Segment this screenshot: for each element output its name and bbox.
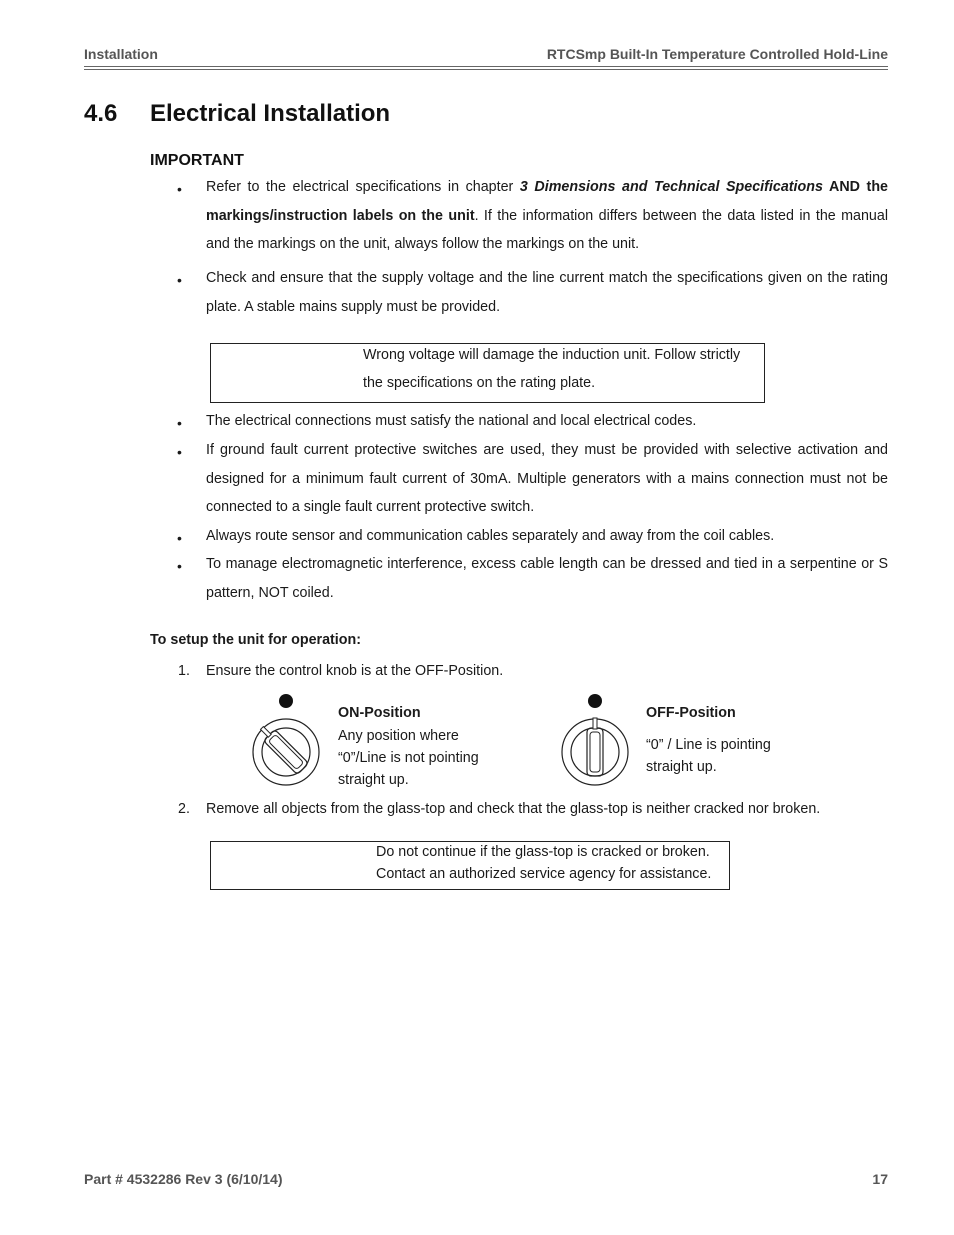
bullet-emi: To manage electromagnetic interference, excess cable length can be dressed and tied in a serpentine or S pattern, NOT coiled. — [206, 556, 888, 601]
bullet-supply-voltage: Check and ensure that the supply voltage and the line current match the specifications given on the rating plate. A stable mains supply must be provided. — [206, 270, 888, 315]
on-position-line1: Any position where — [338, 728, 459, 744]
bullet-specs-text-1: Refer to the electrical specifications in chapter — [206, 179, 520, 195]
on-position-title: ON-Position — [338, 705, 421, 721]
step-check-glass: Remove all objects from the glass-top and check that the glass-top is neither cracked nor broken. — [206, 801, 821, 817]
warning-voltage-line2: the specifications on the rating plate. — [363, 375, 596, 391]
bullet-specs-text-3: . If the information differs between the data listed in the manual and the markings on the unit, always follow the markings on the unit. — [206, 207, 888, 252]
header-rule-top — [84, 66, 888, 67]
bullet-ground-fault: If ground fault current protective switches are used, they must be provided with selective activation and designed for a minimum fault current of 30mA. Multiple generators with a mains connection must not be connected to a single fault current protective switch. — [206, 442, 888, 515]
bullet-icon: • — [177, 558, 182, 574]
footer-part-number: Part # 4532286 Rev 3 (6/10/14) — [84, 1171, 283, 1187]
bullet-icon: • — [177, 272, 182, 288]
knob-on-position-icon — [250, 690, 324, 788]
header-doc-title: RTCSmp Built-In Temperature Controlled Hold-Line — [546, 46, 888, 62]
off-position-line2: straight up. — [646, 759, 717, 775]
off-position-line1: “0” / Line is pointing — [646, 737, 771, 753]
bullet-icon: • — [177, 181, 182, 197]
setup-heading: To setup the unit for operation: — [150, 632, 361, 648]
step-knob-off: Ensure the control knob is at the OFF-Position. — [206, 663, 504, 679]
bullet-electrical-codes: The electrical connections must satisfy the national and local electrical codes. — [206, 413, 697, 429]
knob-off-position-icon — [558, 690, 632, 788]
footer-page-number: 17 — [872, 1171, 888, 1187]
bullet-specs-text-2: AND the markings/instruction labels on the unit — [206, 179, 889, 224]
warning-box-voltage — [210, 343, 765, 403]
warning-box-glass — [210, 841, 730, 890]
bullet-icon: • — [177, 415, 182, 431]
bullet-icon: • — [177, 444, 182, 460]
chapter-reference: 3 Dimensions and Technical Specifications — [519, 179, 823, 195]
bullet-specs-reference — [206, 173, 888, 259]
bullet-icon: • — [177, 530, 182, 546]
section-number: 4.6 — [84, 100, 118, 127]
step-number: 1. — [178, 663, 190, 679]
warning-voltage-line1: Wrong voltage will damage the induction unit. Follow strictly — [363, 347, 741, 363]
off-position-title: OFF-Position — [646, 705, 736, 721]
on-position-line3: straight up. — [338, 772, 409, 788]
header-rule-bottom — [84, 69, 888, 70]
warning-glass-line2: Contact an authorized service agency for assistance. — [376, 866, 712, 882]
on-position-line2: “0”/Line is not pointing — [338, 750, 479, 766]
on-position-description — [338, 725, 479, 791]
bullet-cable-routing: Always route sensor and communication cables separately and away from the coil cables. — [206, 528, 775, 544]
off-position-description — [646, 734, 771, 778]
step-number: 2. — [178, 801, 190, 817]
section-title: Electrical Installation — [150, 100, 391, 127]
warning-glass-line1: Do not continue if the glass-top is cracked or broken. — [376, 844, 710, 860]
header-section: Installation — [84, 46, 158, 62]
important-label: IMPORTANT — [150, 152, 244, 169]
